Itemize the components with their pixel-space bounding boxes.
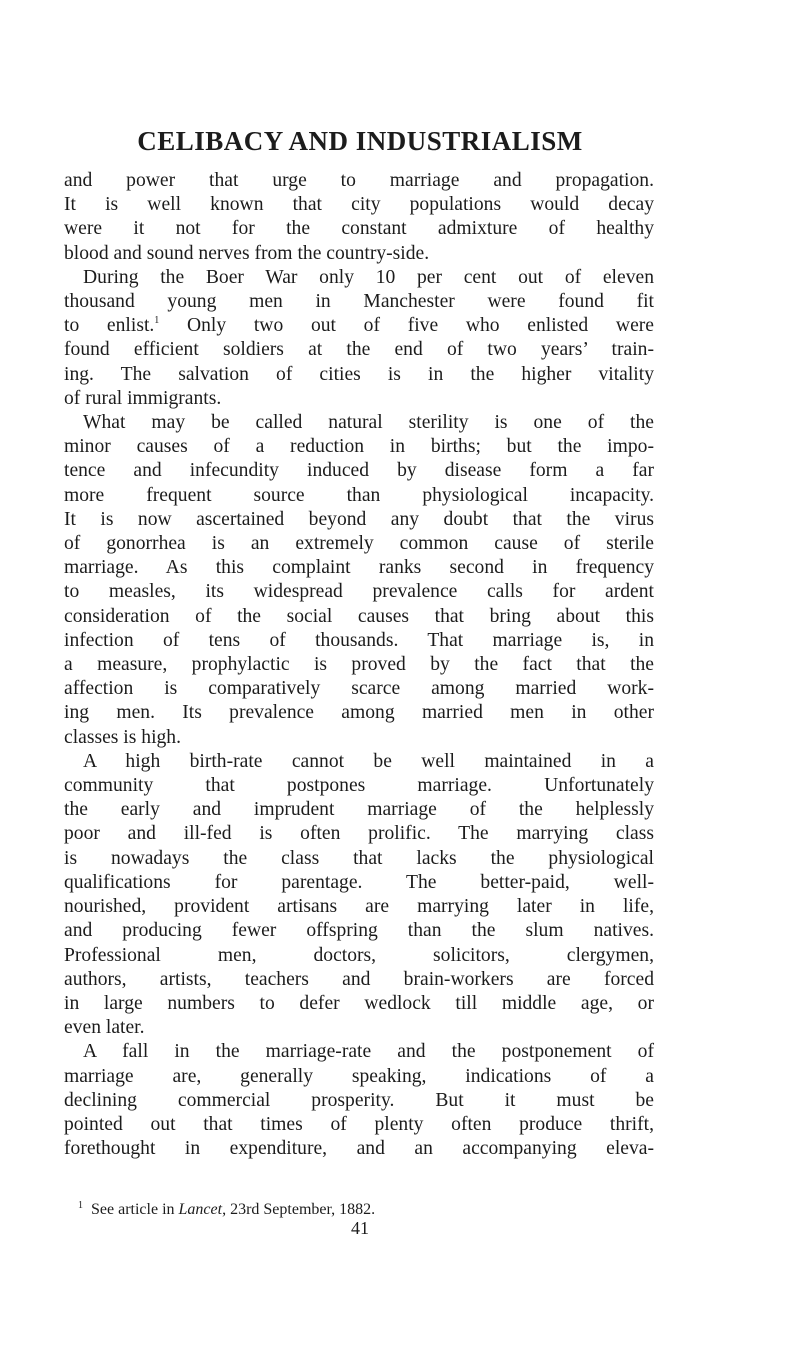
text-line: the early and imprudent marriage of the helplessly	[64, 799, 654, 821]
text-line: Professional men, doctors, solicitors, clergymen,	[64, 944, 654, 966]
text-line: of gonorrhea is an extremely common cause of sterile	[64, 533, 654, 555]
text-line: in large numbers to defer wedlock till middle age, or	[64, 992, 654, 1014]
text-line: classes is high.	[64, 726, 182, 748]
footnote-reference: 1	[154, 315, 160, 327]
footnote-text: See article in	[91, 1201, 179, 1218]
text-line: and producing fewer offspring than the slum natives.	[64, 920, 654, 942]
text-line: poor and ill-fed is often prolific. The marrying class	[64, 823, 654, 845]
text-line: blood and sound nerves from the country-side.	[64, 242, 430, 264]
text-fragment: to enlist.	[64, 315, 155, 337]
footnote	[78, 1196, 654, 1220]
text-line: declining commercial prosperity. But it must be	[64, 1089, 654, 1111]
text-line: ing men. Its prevalence among married men in other	[64, 702, 654, 724]
text-line: marriage. As this complaint ranks second in frequency	[64, 557, 654, 579]
text-line: found efficient soldiers at the end of two years’ train-	[64, 339, 654, 361]
text-line: qualifications for parentage. The better-paid, well-	[64, 871, 654, 893]
text-line: thousand young men in Manchester were found fit	[64, 291, 654, 313]
text-line: pointed out that times of plenty often produce thrift,	[64, 1113, 654, 1135]
text-line: infection of tens of thousands. That marriage is, in	[64, 629, 654, 651]
text-line: is nowadays the class that lacks the physiological	[64, 847, 654, 869]
running-head: CELIBACY AND INDUSTRIALISM	[137, 126, 583, 156]
text-line: a measure, prophylactic is proved by the fact that the	[64, 654, 654, 676]
text-line: A high birth-rate cannot be well maintained in a	[83, 750, 654, 772]
text-line: forethought in expenditure, and an accompanying eleva-	[64, 1138, 654, 1160]
text-line: It is well known that city populations would decay	[64, 194, 654, 216]
text-line: minor causes of a reduction in births; but the impo-	[64, 436, 654, 458]
text-line: affection is comparatively scarce among married work-	[64, 678, 654, 700]
footnote-mark: 1	[78, 1200, 83, 1211]
text-line-with-footnote-ref	[64, 314, 654, 338]
text-line: consideration of the social causes that bring about this	[64, 605, 654, 627]
body-text	[64, 169, 654, 1161]
text-line: of rural immigrants.	[64, 387, 222, 409]
text-line: and power that urge to marriage and propagation.	[64, 170, 654, 191]
text-line: marriage are, generally speaking, indications of a	[64, 1065, 654, 1087]
text-line: What may be called natural sterility is one of the	[83, 412, 654, 434]
text-line: were it not for the constant admixture of healthy	[64, 218, 654, 240]
text-line: community that postpones marriage. Unfortunately	[64, 775, 654, 797]
text-line: to measles, its widespread prevalence calls for ardent	[64, 581, 654, 603]
text-line: A fall in the marriage-rate and the postponement of	[83, 1041, 654, 1063]
footnote-journal-title: Lancet	[178, 1201, 223, 1218]
text-line: ing. The salvation of cities is in the higher vitality	[64, 363, 654, 385]
text-line: tence and infecundity induced by disease form a far	[64, 460, 654, 482]
text-line: It is now ascertained beyond any doubt that the virus	[64, 508, 654, 530]
text-line: authors, artists, teachers and brain-workers are forced	[64, 968, 654, 990]
text-line: more frequent source than physiological incapacity.	[64, 484, 654, 506]
text-line: nourished, provident artisans are marrying later in life,	[64, 896, 654, 918]
text-line: During the Boer War only 10 per cent out of eleven	[83, 266, 654, 288]
text-fragment: Only two out of five who enlisted were	[186, 315, 654, 337]
text-line: even later.	[64, 1017, 145, 1039]
footnote-text: , 23rd September, 1882.	[222, 1201, 376, 1218]
page-number: 41	[351, 1218, 369, 1238]
